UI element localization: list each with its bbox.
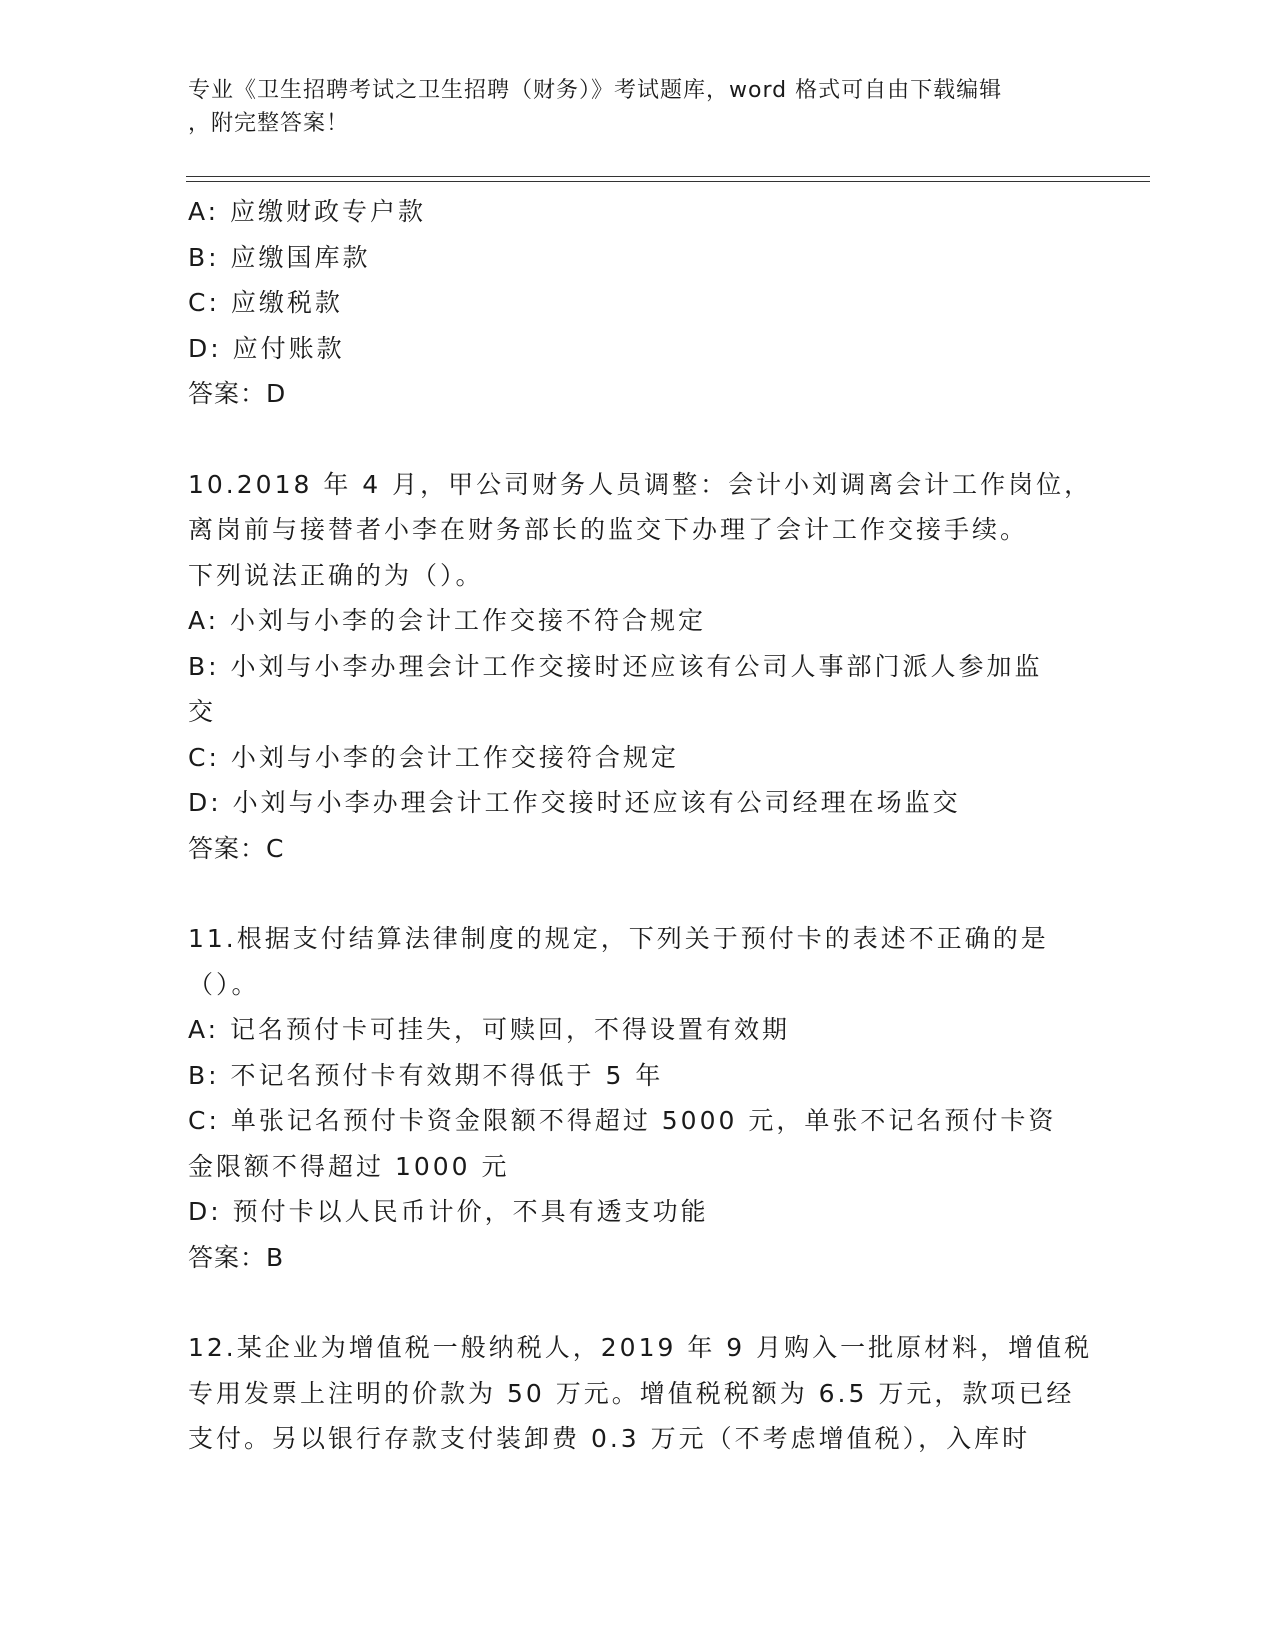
question-stem: 下列说法正确的为（）。 bbox=[188, 560, 484, 590]
question-10 bbox=[188, 462, 1093, 872]
question-9-remainder bbox=[188, 189, 1078, 417]
question-stem: 12.某企业为增值税一般纳税人，2019 年 9 月购入一批原材料，增值税 bbox=[188, 1333, 1093, 1362]
header-divider-bottom bbox=[186, 181, 1150, 182]
question-stem: 专用发票上注明的价款为 50 万元。增值税税额为 6.5 万元，款项已经 bbox=[188, 1378, 1075, 1408]
option-d: D: 应付账款 bbox=[188, 333, 345, 363]
question-stem: 离岗前与接替者小李在财务部长的监交下办理了会计工作交接手续。 bbox=[188, 515, 1029, 544]
question-stem: 11.根据支付结算法律制度的规定，下列关于预付卡的表述不正确的是 bbox=[188, 924, 1049, 953]
option-c: C: 应缴税款 bbox=[188, 288, 343, 317]
option-b: B: 不记名预付卡有效期不得低于 5 年 bbox=[188, 1060, 664, 1090]
option-a: A: 应缴财政专户款 bbox=[188, 197, 427, 226]
option-b: B: 应缴国库款 bbox=[188, 242, 371, 272]
question-11 bbox=[188, 916, 1078, 1280]
question-spacer bbox=[188, 871, 1078, 916]
option-c-continued: 金限额不得超过 1000 元 bbox=[188, 1151, 510, 1181]
option-d: D: 小刘与小李办理会计工作交接时还应该有公司经理在场监交 bbox=[188, 788, 961, 817]
page-header bbox=[188, 74, 1068, 140]
question-spacer bbox=[188, 1280, 1078, 1325]
question-12 bbox=[188, 1325, 1093, 1462]
question-spacer bbox=[188, 417, 1078, 462]
header-divider-top bbox=[186, 176, 1150, 177]
answer: 答案：D bbox=[188, 379, 287, 408]
option-c: C: 单张记名预付卡资金限额不得超过 5000 元，单张不记名预付卡资 bbox=[188, 1106, 1057, 1135]
question-stem: 10.2018 年 4 月，甲公司财务人员调整：会计小刘调离会计工作岗位， bbox=[188, 469, 1093, 499]
option-d: D: 预付卡以人民币计价，不具有透支功能 bbox=[188, 1197, 709, 1226]
question-content bbox=[188, 189, 1093, 1462]
question-stem: （）。 bbox=[188, 969, 260, 999]
question-stem: 支付。另以银行存款支付装卸费 0.3 万元（不考虑增值税），入库时 bbox=[188, 1424, 1031, 1453]
header-line-2: ，附完整答案！ bbox=[188, 111, 350, 136]
option-a: A: 记名预付卡可挂失，可赎回，不得设置有效期 bbox=[188, 1015, 791, 1044]
option-b-continued: 交 bbox=[188, 697, 217, 726]
option-a: A: 小刘与小李的会计工作交接不符合规定 bbox=[188, 606, 707, 635]
option-b: B: 小刘与小李办理会计工作交接时还应该有公司人事部门派人参加监 bbox=[188, 651, 1043, 681]
answer: 答案：B bbox=[188, 1242, 285, 1272]
option-c: C: 小刘与小李的会计工作交接符合规定 bbox=[188, 742, 679, 772]
answer: 答案：C bbox=[188, 833, 285, 863]
header-line-1: 专业《卫生招聘考试之卫生招聘（财务）》考试题库，word 格式可自由下载编辑 bbox=[188, 78, 1003, 103]
